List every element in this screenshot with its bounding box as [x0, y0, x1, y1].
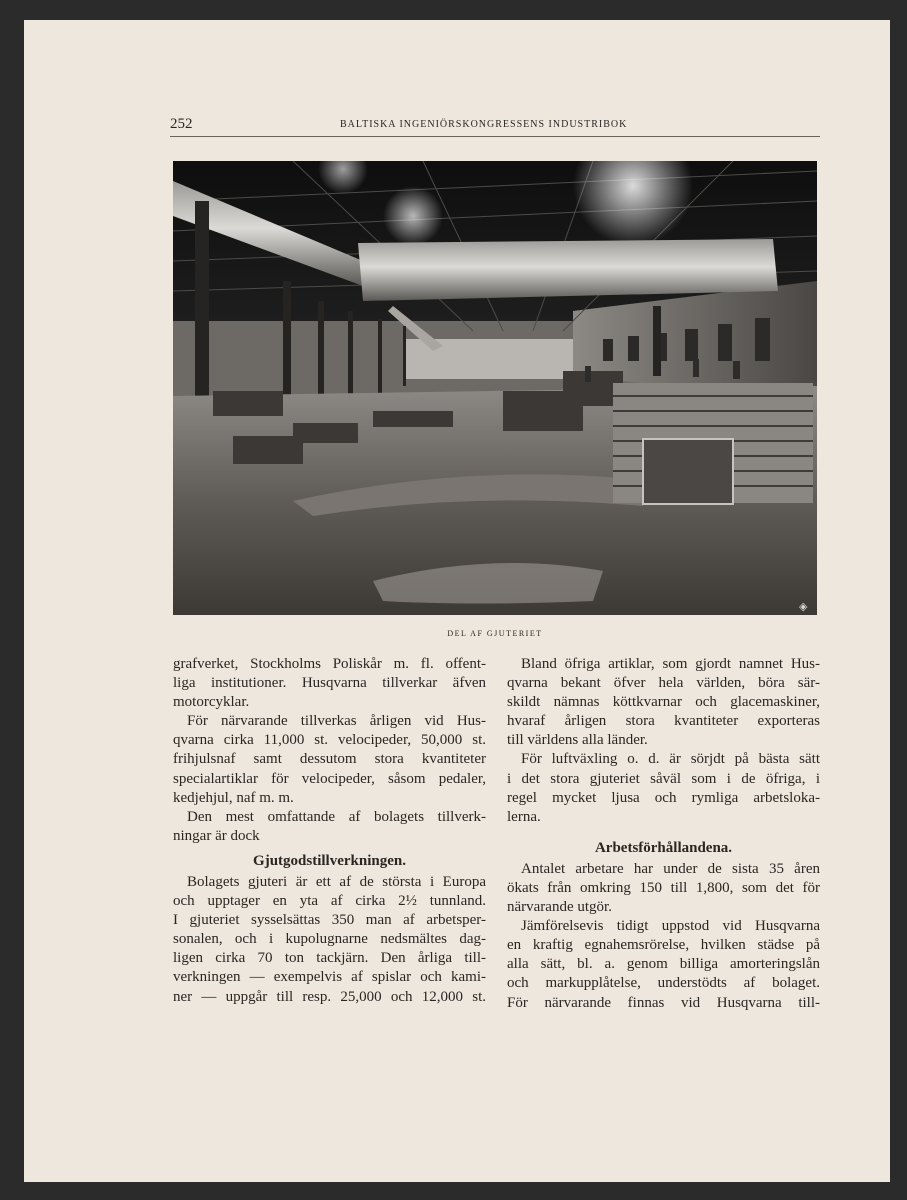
lamp-glow — [383, 186, 443, 246]
text-line: liga institutioner. Husqvarna tillverkar äfven — [173, 675, 486, 692]
book-title: BALTISKA INGENIÖRSKONGRESSENS INDUSTRIBOK — [340, 119, 628, 130]
left-paragraph-3 — [173, 808, 486, 846]
text-line: regel mycket ljusa och rymliga arbetsloka- — [507, 789, 820, 806]
text-line: i det stora gjuteriet såväl som i de öfriga, i — [507, 770, 820, 787]
text-line: För närvarande finnas vid Husqvarna till- — [507, 994, 820, 1011]
left-paragraph-4 — [173, 873, 486, 1007]
left-paragraph-2 — [173, 712, 486, 807]
section-heading-working-conditions: Arbetsförhållandena. — [594, 839, 733, 856]
right-column — [507, 655, 820, 1013]
text-line: ningar är dock — [173, 827, 260, 844]
right-paragraph-2 — [507, 750, 820, 826]
text-line: och upptager en yta af cirka 2½ tunnland. — [173, 893, 486, 910]
left-column — [173, 655, 486, 1007]
page — [24, 20, 890, 1182]
text-line: närvarande utgör. — [507, 899, 612, 916]
text-line: till världens alla länder. — [507, 732, 648, 749]
text-line: För luftväxling o. d. är sörjdt på bästa sätt — [521, 751, 820, 768]
text-line: Antalet arbetare har under de sista 35 åren — [521, 860, 820, 877]
text-line: frihjulsnaf samt dessutom stora kvantiteter — [173, 751, 486, 768]
text-line: ökats från omkring 150 till 1,800, som det för — [507, 879, 820, 896]
text-line: I gjuteriet sysselsättas 350 man af arbetsper- — [173, 912, 486, 929]
text-line: För närvarande tillverkas årligen vid Hus- — [187, 713, 486, 730]
text-line: Bolagets gjuteri är ett af de största i Europa — [187, 873, 486, 890]
text-line: skildt nämnas köttkvarnar och glacemaskiner, — [507, 694, 820, 711]
photographer-mark-icon: ◈ — [799, 601, 808, 613]
text-line: Den mest omfattande af bolagets tillverk- — [187, 808, 486, 825]
text-line: Bland öfriga artiklar, som gjordt namnet Hus- — [521, 656, 820, 672]
right-paragraph-1 — [507, 655, 820, 750]
text-line: Jämförelsevis tidigt uppstod vid Husqvarna — [521, 918, 820, 935]
page-number: 252 — [170, 116, 193, 132]
text-line: grafverket, Stockholms Poliskår m. fl. offent- — [173, 656, 486, 672]
mould-flasks-stack — [613, 383, 813, 504]
right-paragraph-3 — [507, 860, 820, 917]
text-line: ner — uppgår till resp. 25,000 och 12,000 st. — [173, 988, 486, 1005]
figure-caption: DEL AF GJUTERIET — [447, 629, 543, 638]
text-line: specialartiklar för velocipeder, såsom pedaler, — [173, 770, 486, 787]
text-line: sonalen, och i kupolugnarne nedsmältes dag- — [173, 931, 486, 948]
text-line: verkningen — exempelvis af spislar och kami- — [173, 969, 486, 986]
text-line: lerna. — [507, 808, 541, 825]
left-paragraph-1 — [173, 655, 486, 712]
right-paragraph-4 — [507, 917, 820, 1012]
text-line: qvarna cirka 11,000 st. velocipeder, 50,000 st. — [173, 732, 486, 749]
text-line: alla sätt, bl. a. genom billiga amorteringslån — [507, 956, 820, 973]
text-line: hvaraf årligen stora kvantiteter exporteras — [507, 713, 820, 730]
text-line: ligen cirka 70 ton tackjärn. Den årliga till- — [173, 950, 486, 967]
text-line: kedjehjul, naf m. m. — [173, 789, 294, 806]
foundry-photo — [173, 161, 817, 615]
ventilation-duct — [358, 239, 778, 301]
running-head — [170, 116, 820, 137]
foundry-illustration — [173, 161, 817, 615]
text-line: och markupplåtelse, understödts af bolaget. — [507, 975, 820, 992]
text-line: motorcyklar. — [173, 694, 250, 711]
section-heading-casting: Gjutgodstillverkningen. — [253, 852, 406, 869]
text-line: en kraftig egnahemsrörelse, hvilken städse på — [507, 937, 820, 954]
text-line: qvarna bekant öfver hela världen, böra sär- — [507, 675, 820, 692]
